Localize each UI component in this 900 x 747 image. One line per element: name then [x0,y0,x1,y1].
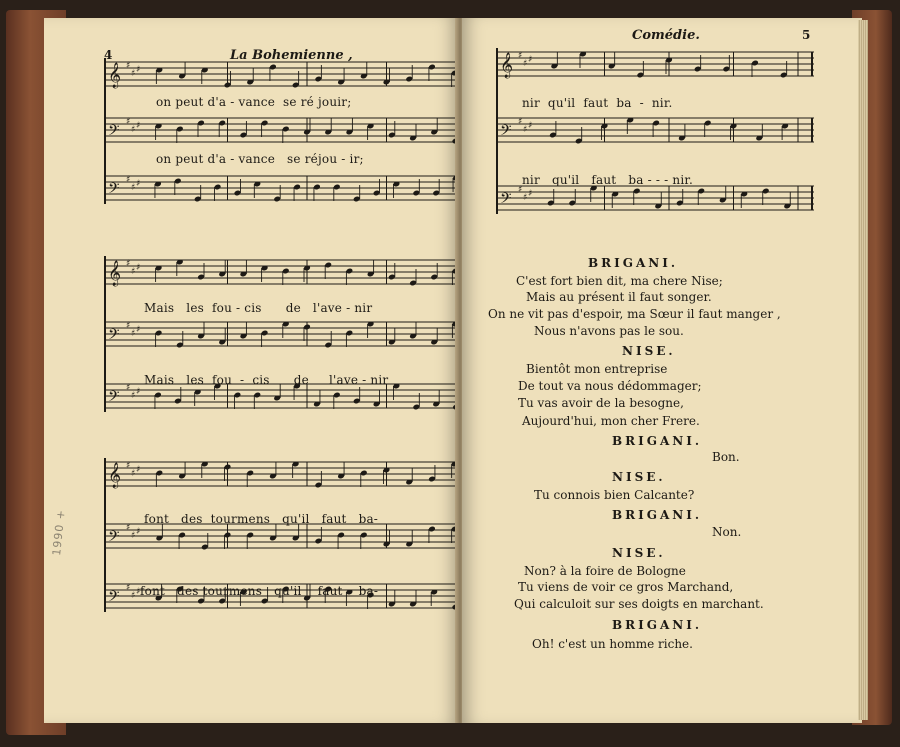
svg-text:𝄞: 𝄞 [500,53,514,78]
svg-text:♯: ♯ [126,259,131,269]
svg-text:♯: ♯ [131,267,136,277]
music-system-2 [104,256,482,412]
svg-text:♯: ♯ [126,523,131,533]
left-page-number: 4 [104,48,113,62]
dialogue-line: Non? à la foire de Bologne [524,564,686,578]
dialogue-line: Qui calculoit sur ses doigts en marchant. [514,597,764,611]
staff-treble-3 [106,256,482,288]
svg-text:♯: ♯ [131,183,136,193]
svg-text:𝄢: 𝄢 [108,122,120,143]
svg-text:♯: ♯ [528,121,533,131]
svg-text:♯: ♯ [131,469,136,479]
svg-text:♯: ♯ [126,583,131,593]
dialogue-line: Non. [712,525,742,539]
pencil-annotation: 1990 + [50,508,68,557]
staff-treble-7 [498,48,814,80]
svg-text:♯: ♯ [523,125,528,135]
lyric-line-4: Mais les fou - cis de l'ave - nir [144,373,389,387]
svg-text:♯: ♯ [136,325,141,335]
dialogue-line: Mais au présent il faut songer. [526,290,712,304]
svg-text:♯: ♯ [136,527,141,537]
lyric-line-2: on peut d'a - vance se réjou - ir; [156,152,364,166]
dialogue-line: C'est fort bien dit, ma chere Nise; [516,274,723,288]
svg-text:♯: ♯ [518,117,523,127]
speaker-name: BRIGANI. [588,256,679,270]
dialogue-line: On ne vit pas d'espoir, ma Sœur il faut manger , [488,307,781,321]
svg-text:𝄢: 𝄢 [500,190,512,211]
svg-text:𝄢: 𝄢 [108,180,120,201]
svg-text:𝄞: 𝄞 [108,261,122,286]
dialogue-line: Aujourd'hui, mon cher Frere. [522,414,700,428]
right-page-number: 5 [802,28,811,42]
dialogue-line: Oh! c'est un homme riche. [532,637,693,651]
svg-text:♯: ♯ [126,175,131,185]
lyric-line-7: nir qu'il faut ba - nir. [522,96,673,110]
svg-text:𝄢: 𝄢 [108,588,120,609]
dialogue-line: Bon. [712,450,740,464]
svg-text:♯: ♯ [131,391,136,401]
svg-text:𝄞: 𝄞 [108,63,122,88]
svg-text:♯: ♯ [136,465,141,475]
music-system-1 [104,58,482,204]
music-system-4 [496,48,814,214]
svg-text:♯: ♯ [136,587,141,597]
svg-text:♯: ♯ [136,179,141,189]
left-page [44,18,458,723]
staff-bass-7 [498,114,814,146]
right-running-head: Comédie. [632,28,700,43]
lyric-line-3: Mais les fou - cis de l'ave - nir [144,301,373,315]
svg-text:♯: ♯ [518,51,523,61]
staff-bass-3 [106,318,482,350]
staff-bass-2 [106,172,482,204]
speaker-name: BRIGANI. [612,508,703,522]
dialogue-line: Tu connois bien Calcante? [534,488,695,502]
svg-text:♯: ♯ [131,329,136,339]
speaker-name: NISE. [622,344,676,358]
lyric-line-1: on peut d'a - vance se ré jouir; [156,95,352,109]
speaker-name: NISE. [612,546,666,560]
svg-text:♯: ♯ [126,461,131,471]
svg-text:𝄢: 𝄢 [108,326,120,347]
svg-text:♯: ♯ [131,125,136,135]
svg-text:♯: ♯ [523,59,528,69]
svg-text:♯: ♯ [131,591,136,601]
lyric-line-8: nir qu'il faut ba - - - nir. [522,173,694,187]
svg-text:♯: ♯ [131,531,136,541]
svg-text:♯: ♯ [528,55,533,65]
right-page [462,18,862,723]
svg-text:♯: ♯ [131,69,136,79]
staff-bass-1 [106,114,482,146]
svg-text:♯: ♯ [126,61,131,71]
svg-text:𝄢: 𝄢 [108,388,120,409]
left-running-head: La Bohemienne , [230,48,353,63]
dialogue-line: Tu viens de voir ce gros Marchand, [518,580,734,594]
lyric-line-5: font des tourmens qu'il faut ba- [144,512,379,526]
svg-text:♯: ♯ [136,387,141,397]
speaker-name: NISE. [612,470,666,484]
svg-text:♯: ♯ [136,65,141,75]
svg-text:♯: ♯ [523,193,528,203]
staff-treble-1 [106,58,482,90]
svg-text:♯: ♯ [518,185,523,195]
page-edges [858,20,868,720]
lyric-line-6: font des tourmens qu'il faut ba- [140,584,379,598]
speaker-name: BRIGANI. [612,618,703,632]
svg-text:𝄞: 𝄞 [108,463,122,488]
svg-text:♯: ♯ [126,383,131,393]
svg-text:♯: ♯ [126,321,131,331]
svg-text:♯: ♯ [136,121,141,131]
svg-text:♯: ♯ [136,263,141,273]
staff-treble-5 [106,458,482,490]
svg-text:𝄢: 𝄢 [108,528,120,549]
svg-text:𝄢: 𝄢 [500,122,512,143]
dialogue-line: De tout va nous dédommager; [518,379,702,393]
dialogue-line: Bientôt mon entreprise [526,362,668,376]
svg-text:♯: ♯ [528,189,533,199]
speaker-name: BRIGANI. [612,434,703,448]
dialogue-line: Tu vas avoir de la besogne, [518,396,684,410]
dialogue-line: Nous n'avons pas le sou. [534,324,684,338]
svg-text:♯: ♯ [126,117,131,127]
